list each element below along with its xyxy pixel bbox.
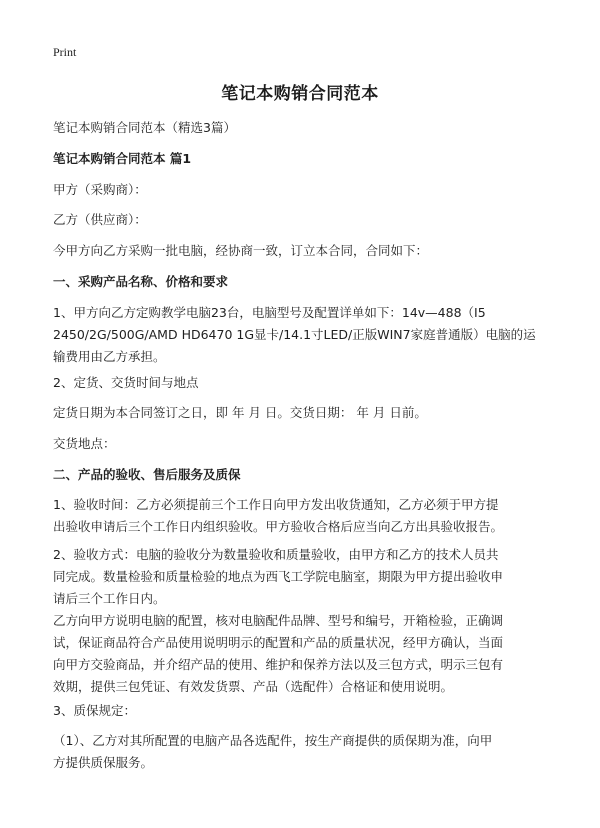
warranty-heading: 3、质保规定： <box>53 703 136 718</box>
order-date-paragraph: 定货日期为本合同签订之日，即 年 月 日。交货日期： 年 月 日前。 <box>53 405 427 420</box>
explanation-paragraph: 乙方向甲方说明电脑的配置，核对电脑配件品牌、型号和编号，开箱检验，正确调 试，保证商品符合产品使用说明明示的配置和产品的质量状况，经甲方确认，当面 向甲方交验商品，并介绍产品的使用、维护和保养方法以及三包方式，明示三包有 效期，提供三包凭证、有效发货票、产品（选配件）合格证和使用说明。 <box>53 613 504 694</box>
section-title: 笔记本购销合同范本 篇1 <box>53 151 192 166</box>
party-b-line: 乙方（供应商）： <box>53 212 147 227</box>
party-a-line: 甲方（采购商）： <box>53 182 147 197</box>
warranty-item-one: （1）、乙方对其所配置的电脑产品各选配件，按生产商提供的质保期为准，向甲 方提供质保服务。 <box>53 733 493 770</box>
heading-one: 一、采购产品名称、价格和要求 <box>53 274 229 289</box>
intro-paragraph: 今甲方向乙方采购一批电脑，经协商一致，订立本合同，合同如下： <box>53 243 429 258</box>
check-time-paragraph: 1、验收时间：乙方必须提前三个工作日向甲方发出收货通知，乙方必须于甲方提 出验收申请后三个工作日内组织验收。甲方验收合格后应当向乙方出具验收报告。 <box>53 497 504 534</box>
delivery-place-line: 交货地点： <box>53 436 116 451</box>
heading-two: 二、产品的验收、售后服务及质保 <box>53 467 241 482</box>
check-method-paragraph: 2、验收方式：电脑的验收分为数量验收和质量验收，由甲方和乙方的技术人员共 同完成。数量检验和质量检验的地点为西飞工学院电脑室，期限为甲方提出验收申 请后三个工作日内。 <box>53 547 504 606</box>
subtitle: 笔记本购销合同范本（精选3篇） <box>53 120 236 135</box>
document-title: 笔记本购销合同范本 <box>221 84 379 104</box>
print-label: Print <box>53 45 77 59</box>
item-one-paragraph: 1、甲方向乙方定购教学电脑23台，电脑型号及配置详单如下：14v—488（I5 2450/2G/500G/AMD HD6470 1G显卡/14.1寸LED/正版WIN7家庭普通版）电脑的运 输费用由乙方承担。 <box>53 305 536 364</box>
item-two-heading: 2、定货、交货时间与地点 <box>53 375 199 390</box>
